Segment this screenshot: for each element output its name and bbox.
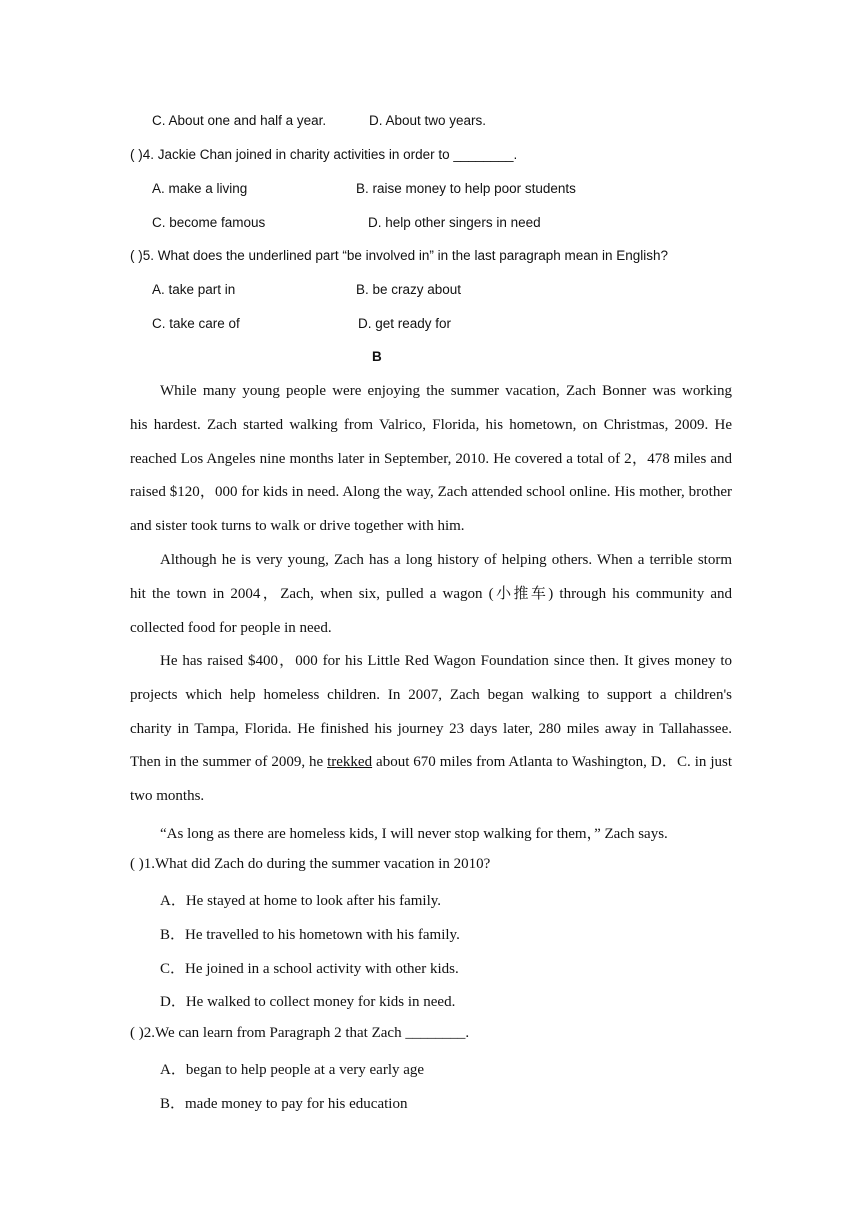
q1-option-a: A．He stayed at home to look after his family. xyxy=(160,893,442,909)
paragraph-line: projects which help homeless children. In 2007, Zach began walking to support a children's xyxy=(130,686,732,703)
paragraph-line: raised $120，000 for kids in need. Along the way, Zach attended school online. His mother, brother xyxy=(130,484,732,501)
q2-stem: ( )2.We can learn from Paragraph 2 that Zach ________. xyxy=(130,1025,470,1041)
passage-paragraph-1 xyxy=(130,375,732,544)
paragraph-line: collected food for people in need. xyxy=(130,619,332,636)
q1-option-d: D．He walked to collect money for kids in need. xyxy=(160,994,456,1010)
underlined-word-trekked: trekked xyxy=(327,754,373,771)
paragraph-line: Then in the summer of 2009, he trekked about 670 miles from Atlanta to Washington, D．C. in just xyxy=(130,754,732,771)
passage-paragraph-2 xyxy=(130,544,732,645)
passage-paragraph-3 xyxy=(130,645,732,814)
section-heading: B xyxy=(372,349,382,364)
q4-option-b: B. raise money to help poor students xyxy=(356,181,576,196)
q1-option-c: C．He joined in a school activity with other kids. xyxy=(160,961,459,977)
q1-stem: ( )1.What did Zach do during the summer vacation in 2010? xyxy=(130,856,491,872)
paragraph-line: He has raised $400，000 for his Little Red Wagon Foundation since then. It gives money to xyxy=(160,653,732,669)
paragraph-line: two months. xyxy=(130,788,205,805)
q5-option-a: A. take part in xyxy=(152,282,236,297)
quote-line: “As long as there are homeless kids, I will never stop walking for them，” Zach says. xyxy=(160,826,668,842)
q5-option-c: C. take care of xyxy=(152,316,240,331)
paragraph-line: While many young people were enjoying the summer vacation, Zach Bonner was working xyxy=(160,383,732,399)
q2-option-a: A．began to help people at a very early age xyxy=(160,1062,425,1078)
q5-option-d: D. get ready for xyxy=(358,316,452,331)
paragraph-line: hit the town in 2004，Zach, when six, pulled a wagon (小推车) through his community and xyxy=(130,585,732,602)
q3-option-c: C. About one and half a year. xyxy=(152,113,327,128)
paragraph-line: charity in Tampa, Florida. He finished his journey 23 days later, 280 miles away in Tallahassee. xyxy=(130,720,732,737)
paragraph-line: and sister took turns to walk or drive together with him. xyxy=(130,518,465,535)
q4-option-a: A. make a living xyxy=(152,181,248,196)
q5-option-b: B. be crazy about xyxy=(356,282,462,297)
paragraph-line: Although he is very young, Zach has a long history of helping others. When a terrible storm xyxy=(160,552,732,568)
q4-option-c: C. become famous xyxy=(152,215,266,230)
q2-option-b: B．made money to pay for his education xyxy=(160,1096,408,1112)
q1-option-b: B．He travelled to his hometown with his family. xyxy=(160,927,460,943)
paragraph-line: reached Los Angeles nine months later in September, 2010. He covered a total of 2，478 miles and xyxy=(130,450,732,467)
paragraph-line: his hardest. Zach started walking from Valrico, Florida, his hometown, on Christmas, 2009. He xyxy=(130,416,732,433)
q4-stem: ( )4. Jackie Chan joined in charity activities in order to ________. xyxy=(130,147,518,162)
q3-option-d: D. About two years. xyxy=(369,113,487,128)
q5-stem: ( )5. What does the underlined part “be involved in” in the last paragraph mean in English? xyxy=(130,248,669,263)
q4-option-d: D. help other singers in need xyxy=(368,215,541,230)
